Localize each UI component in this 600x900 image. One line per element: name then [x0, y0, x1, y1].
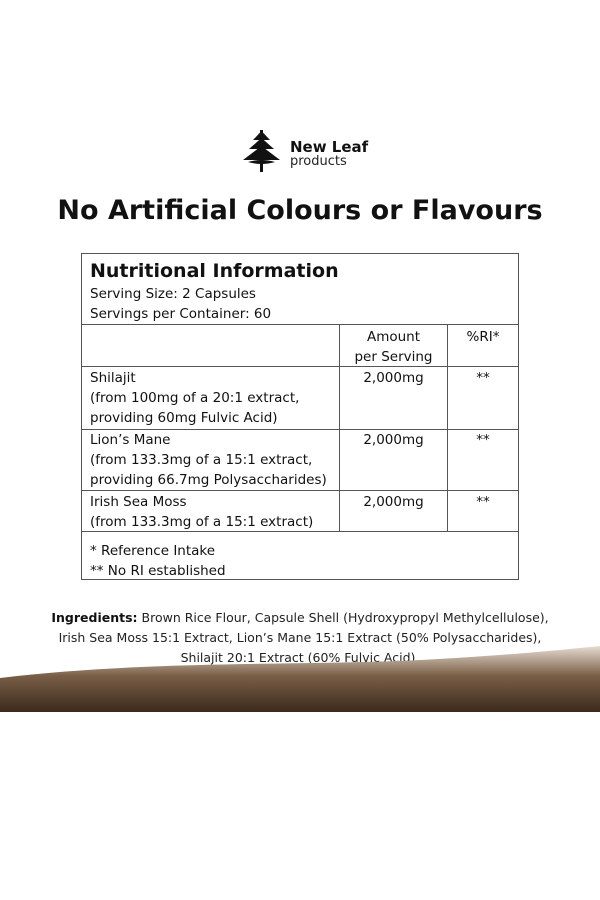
row-amount: 2,000mg [363, 494, 424, 510]
nutrition-table [81, 253, 519, 580]
divider [82, 531, 518, 532]
footnote-no-ri: ** No RI established [90, 563, 226, 579]
ingredients-line1: Brown Rice Flour, Capsule Shell (Hydroxypropyl Methylcellulose), [141, 610, 549, 625]
ingredients-line2: Irish Sea Moss 15:1 Extract, Lion’s Mane 15:1 Extract (50% Polysaccharides), [58, 630, 542, 645]
row-name: Irish Sea Moss [90, 494, 187, 510]
table-row-irish-sea-moss [90, 492, 313, 532]
divider [82, 490, 518, 491]
row-detail: (from 100mg of a 20:1 extract, [90, 390, 300, 406]
headline: No Artificial Colours or Flavours [57, 195, 543, 226]
row-detail: (from 133.3mg of a 15:1 extract, [90, 452, 313, 468]
ingredients-label: Ingredients: [51, 610, 138, 625]
leaf-tree-icon [240, 128, 284, 174]
footnote-reference-intake: * Reference Intake [90, 543, 216, 559]
brand-name: New Leaf [290, 138, 369, 156]
row-name: Lion’s Mane [90, 432, 171, 448]
divider [82, 366, 518, 367]
nutrition-title: Nutritional Information [90, 260, 339, 282]
row-detail: (from 133.3mg of a 15:1 extract) [90, 514, 314, 530]
row-name: Shilajit [90, 370, 136, 386]
wave-shape [0, 646, 600, 712]
column-header-ri: %RI* [466, 329, 500, 345]
row-ri: ** [476, 494, 490, 510]
column-header-amount-line2: per Serving [354, 349, 433, 365]
row-detail: providing 66.7mg Polysaccharides) [90, 472, 327, 488]
row-ri: ** [476, 370, 490, 386]
column-header-amount-line1: Amount [366, 329, 421, 345]
table-row-lions-mane [90, 430, 327, 490]
row-detail: providing 60mg Fulvic Acid) [90, 410, 278, 426]
row-ri: ** [476, 432, 490, 448]
row-amount: 2,000mg [363, 432, 424, 448]
serving-size: Serving Size: 2 Capsules [90, 286, 256, 302]
row-amount: 2,000mg [363, 370, 424, 386]
ingredients-line3: Shilajit 20:1 Extract (60% Fulvic Acid). [180, 650, 420, 665]
table-row-shilajit [90, 368, 299, 428]
brand-logo [240, 128, 380, 178]
column-header-amount [340, 327, 447, 367]
decorative-wave [0, 640, 600, 712]
brand-subtitle: products [290, 154, 347, 169]
divider [82, 324, 518, 325]
servings-per-container: Servings per Container: 60 [90, 306, 272, 322]
